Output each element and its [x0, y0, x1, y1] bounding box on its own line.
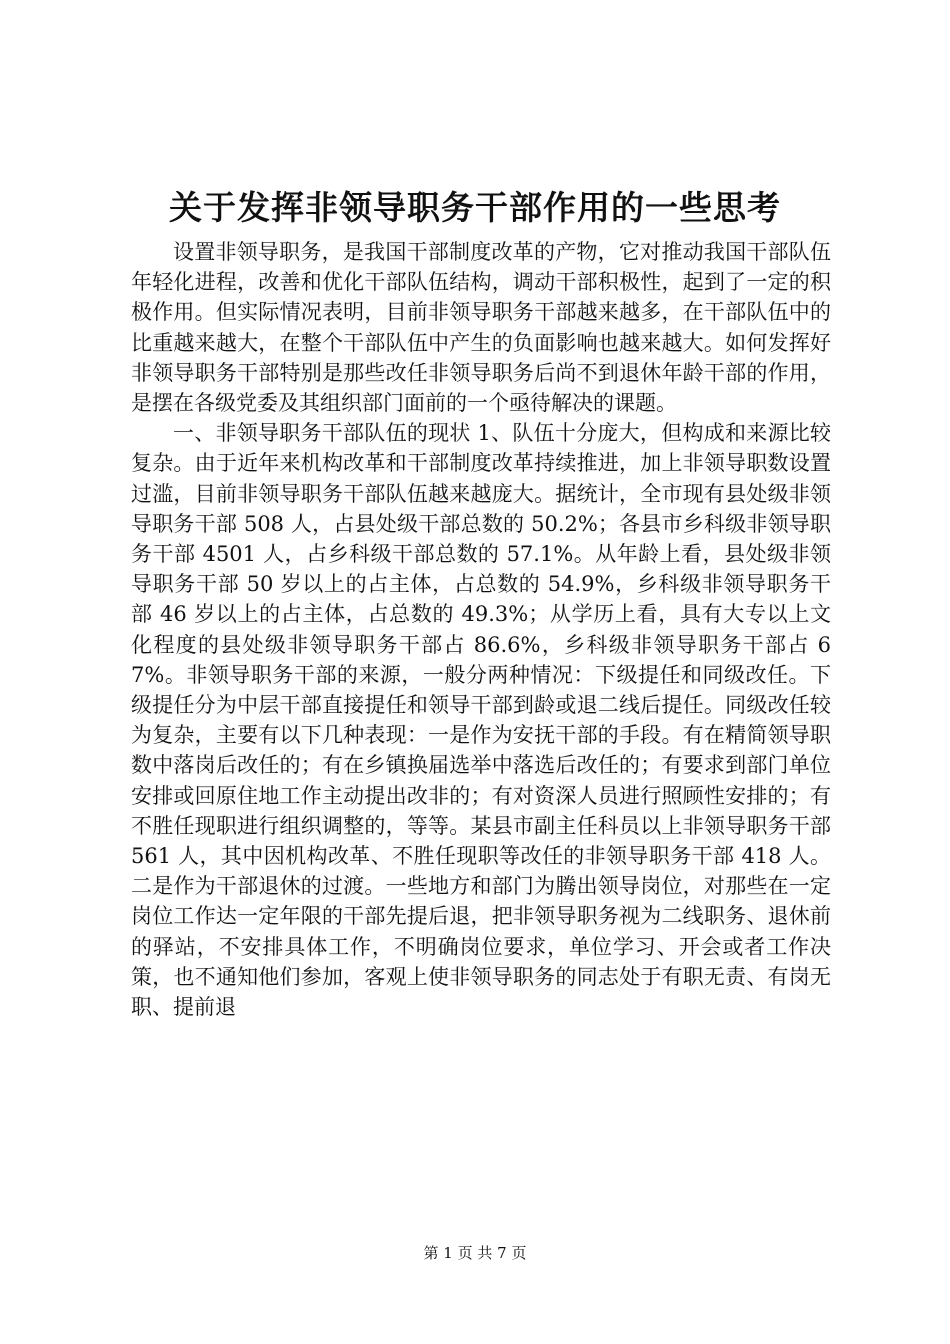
document-body [131, 237, 831, 1022]
document-title: 关于发挥非领导职务干部作用的一些思考 [169, 188, 781, 227]
page-number-footer: 第 1 页 共 7 页 [423, 1244, 527, 1262]
paragraph-intro: 设置非领导职务，是我国干部制度改革的产物，它对推动我国干部队伍年轻化进程，改善和优化干部队伍结构，调动干部积极性，起到了一定的积极作用。但实际情况表明，目前非领导职务干部越来越多，在干部队伍中的比重越来越大，在整个干部队伍中产生的负面影响也越来越大。如何发挥好非领导职务干部特别是那些改任非领导职务后尚不到退休年龄干部的作用，是摆在各级党委及其组织部门面前的一个亟待解决的课题。 [131, 240, 831, 416]
paragraph-section-one: 一、非领导职务干部队伍的现状 1、队伍十分庞大，但构成和来源比较复杂。由于近年来机构改革和干部制度改革持续推进，加上非领导职数设置过滥，目前非领导职务干部队伍越来越庞大。据统计，全市现有县处级非领导职务干部 508 人，占县处级干部总数的 50.2%；各县市乡科级非领导职务干部 4501 人，占乡科级干部总数的 57.1%。从年龄上看，县处级非领导职务干部 50 岁以上的占主体，占总数的 54.9%，乡科级非领导职务干部 46 岁以上的占主体，占总数的 49.3%；从学历上看，具有大专以上文化程度的县处级非领导职务干部占 86.6%，乡科级非领导职务干部占 67%。非领导职务干部的来源，一般分两种情况：下级提任和同级改任。下级提任分为中层干部直接提任和领导干部到龄或退二线后提任。同级改任较为复杂，主要有以下几种表现：一是作为安抚干部的手段。有在精简领导职数中落岗后改任的；有在乡镇换届选举中落选后改任的；有要求到部门单位安排或回原住地工作主动提出改非的；有对资深人员进行照顾性安排的；有不胜任现职进行组织调整的，等等。某县市副主任科员以上非领导职务干部 561 人，其中因机构改革、不胜任现职等改任的非领导职务干部 418 人。二是作为干部退休的过渡。一些地方和部门为腾出领导岗位，对那些在一定岗位工作达一定年限的干部先提后退，把非领导职务视为二线职务、退休前的驿站，不安排具体工作，不明确岗位要求，单位学习、开会或者工作决策，也不通知他们参加，客观上使非领导职务的同志处于有职无责、有岗无职、提前退 [131, 421, 831, 1020]
